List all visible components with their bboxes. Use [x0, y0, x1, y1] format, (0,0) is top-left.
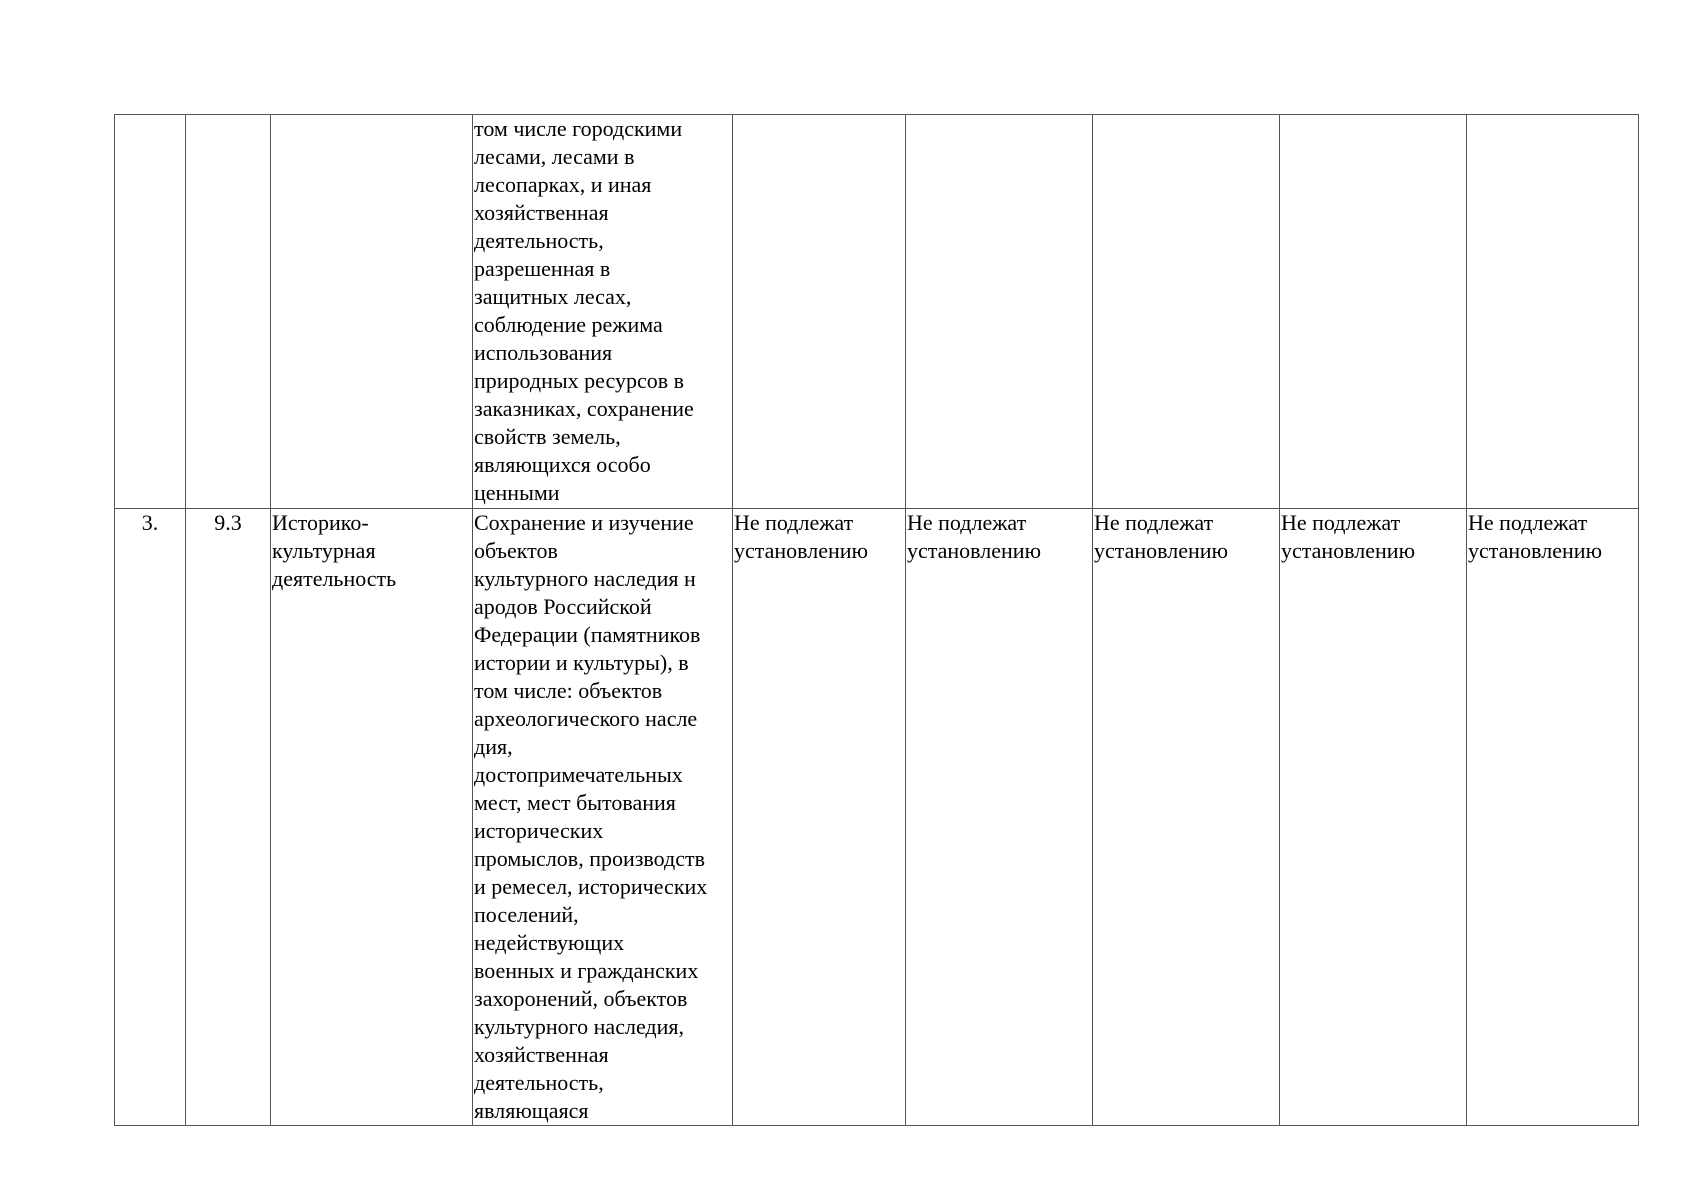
cell-code	[186, 115, 271, 509]
cell-number	[115, 115, 186, 509]
cell-col6: Не подлежат установлению	[906, 509, 1093, 1126]
cell-description: том числе городскими лесами, лесами в лесопарках, и иная хозяйственная деятельность, разрешенная в защитных лесах, соблюдение режима использования природных ресурсов в заказниках, сохранение свойств земель, являющихся особо ценными	[473, 115, 733, 509]
cell-col5: Не подлежат установлению	[733, 509, 906, 1126]
cell-name	[271, 115, 473, 509]
zoning-table	[114, 114, 1639, 1126]
cell-number: 3.	[115, 509, 186, 1126]
cell-code: 9.3	[186, 509, 271, 1126]
table-row	[115, 509, 1639, 1126]
table-row	[115, 115, 1639, 509]
cell-name: Историко- культурная деятельность	[271, 509, 473, 1126]
cell-col5	[733, 115, 906, 509]
cell-col6	[906, 115, 1093, 509]
cell-col7	[1093, 115, 1280, 509]
cell-col8: Не подлежат установлению	[1280, 509, 1467, 1126]
cell-col8	[1280, 115, 1467, 509]
cell-col9	[1467, 115, 1639, 509]
cell-description: Сохранение и изучение объектов культурного наследия н ародов Российской Федерации (памятников истории и культуры), в том числе: объектов археологического насле дия, достопримечательных мест, мест бытования исторических промыслов, производств и ремесел, исторических поселений, недействующих военных и гражданских захоронений, объектов культурного наследия, хозяйственная деятельность, являющаяся	[473, 509, 733, 1126]
cell-col9: Не подлежат установлению	[1467, 509, 1639, 1126]
cell-col7: Не подлежат установлению	[1093, 509, 1280, 1126]
